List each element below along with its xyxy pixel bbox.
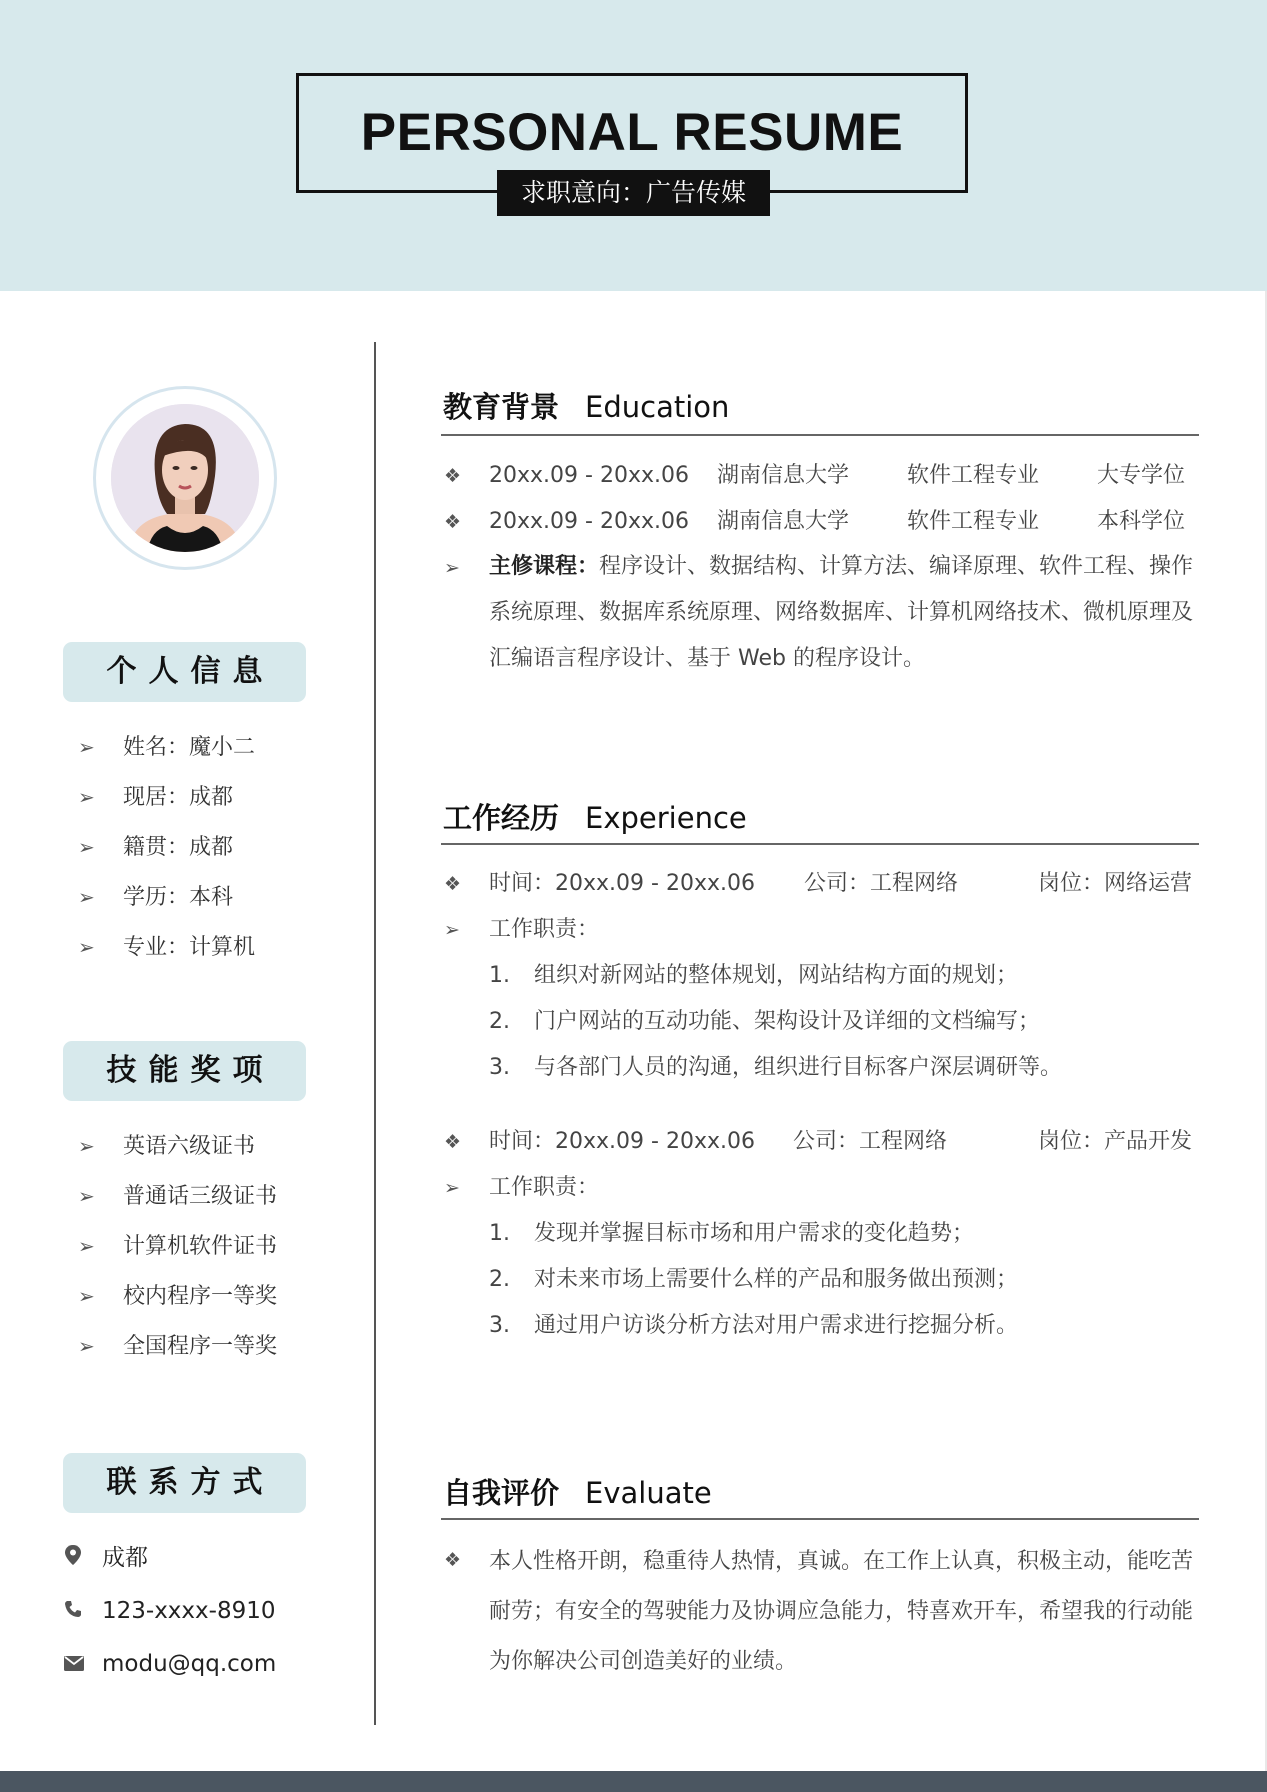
duty-item bbox=[489, 960, 1018, 992]
job-duty-label-row bbox=[444, 1172, 599, 1204]
list-item bbox=[78, 1181, 277, 1211]
resume-title: PERSONAL RESUME bbox=[360, 103, 904, 162]
duty-text: 发现并掌握目标市场和用户需求的变化趋势； bbox=[534, 1221, 975, 1246]
job-summary bbox=[444, 868, 1204, 900]
edu-degree: 本科学位 bbox=[1097, 509, 1186, 534]
duty-item bbox=[489, 1218, 974, 1250]
edu-major: 软件工程专业 bbox=[907, 463, 1040, 488]
duty-number: 3. bbox=[489, 1055, 510, 1080]
duty-label: 工作职责： bbox=[489, 1175, 600, 1200]
list-item bbox=[78, 832, 233, 862]
arrow-icon: ➢ bbox=[78, 1234, 95, 1258]
duty-item bbox=[489, 1052, 1062, 1084]
job-company: 公司：工程网络 bbox=[793, 1129, 948, 1154]
list-item bbox=[78, 932, 255, 962]
location-text: 成都 bbox=[102, 1545, 148, 1571]
job-intent-badge: 求职意向：广告传媒 bbox=[497, 170, 770, 216]
duty-number: 1. bbox=[489, 1221, 510, 1246]
phone-text[interactable]: 123-xxxx-8910 bbox=[102, 1598, 276, 1624]
duty-label: 工作职责： bbox=[489, 917, 600, 942]
avatar-frame bbox=[93, 386, 277, 570]
arrow-icon: ➢ bbox=[78, 1184, 95, 1208]
diamond-bullet-icon: ❖ bbox=[444, 1549, 462, 1571]
avatar bbox=[111, 404, 259, 552]
personal-major: 专业：计算机 bbox=[123, 935, 256, 960]
job-company: 公司：工程网络 bbox=[804, 871, 959, 896]
list-item bbox=[78, 882, 233, 912]
email-text[interactable]: modu@qq.com bbox=[102, 1651, 277, 1677]
diamond-bullet-icon: ❖ bbox=[444, 465, 462, 487]
arrow-icon: ➢ bbox=[78, 885, 95, 909]
personal-info-heading: 个人信息 bbox=[63, 642, 306, 702]
contact-location bbox=[63, 1542, 148, 1574]
job-position: 岗位：网络运营 bbox=[1038, 871, 1193, 896]
courses-paragraph bbox=[489, 544, 1201, 682]
duty-text: 组织对新网站的整体规划，网站结构方面的规划； bbox=[534, 963, 1019, 988]
arrow-icon: ➢ bbox=[444, 1177, 460, 1199]
experience-heading bbox=[443, 797, 747, 839]
section-divider bbox=[441, 434, 1199, 436]
list-item bbox=[78, 1281, 277, 1311]
mail-icon bbox=[63, 1649, 102, 1681]
courses-label: 主修课程： bbox=[489, 554, 600, 579]
duty-number: 3. bbox=[489, 1313, 510, 1338]
duty-text: 对未来市场上需要什么样的产品和服务做出预测； bbox=[534, 1267, 1019, 1292]
education-entry bbox=[444, 460, 1204, 492]
arrow-icon: ➢ bbox=[444, 557, 460, 579]
skill-item: 英语六级证书 bbox=[123, 1134, 256, 1159]
skills-heading: 技能奖项 bbox=[63, 1041, 306, 1101]
evaluate-heading bbox=[443, 1472, 712, 1514]
phone-icon bbox=[63, 1596, 102, 1628]
experience-title-cn: 工作经历 bbox=[443, 801, 560, 835]
education-entry bbox=[444, 506, 1204, 538]
list-item bbox=[78, 782, 233, 812]
edu-degree: 大专学位 bbox=[1097, 463, 1186, 488]
skill-item: 校内程序一等奖 bbox=[123, 1284, 278, 1309]
footer-band bbox=[0, 1771, 1267, 1792]
skill-item: 计算机软件证书 bbox=[123, 1234, 278, 1259]
duty-text: 门户网站的互动功能、架构设计及详细的文档编写； bbox=[534, 1009, 1041, 1034]
list-item bbox=[78, 1331, 277, 1361]
contact-heading: 联系方式 bbox=[63, 1453, 306, 1513]
personal-residence: 现居：成都 bbox=[123, 785, 234, 810]
duty-text: 通过用户访谈分析方法对用户需求进行挖掘分析。 bbox=[534, 1313, 1019, 1338]
education-heading bbox=[443, 386, 729, 428]
contact-phone bbox=[63, 1595, 275, 1627]
section-divider bbox=[441, 843, 1199, 845]
duty-number: 2. bbox=[489, 1267, 510, 1292]
personal-name: 姓名：魔小二 bbox=[123, 735, 256, 760]
edu-school: 湖南信息大学 bbox=[717, 463, 850, 488]
courses-text: 程序设计、数据结构、计算方法、编译原理、软件工程、操作系统原理、数据库系统原理、网络数据库、计算机网络技术、微机原理及汇编语言程序设计、基于 Web 的程序设计。 bbox=[489, 554, 1194, 671]
duty-item bbox=[489, 1264, 1018, 1296]
duty-text: 与各部门人员的沟通，组织进行目标客户深层调研等。 bbox=[534, 1055, 1063, 1080]
arrow-icon: ➢ bbox=[78, 1284, 95, 1308]
evaluate-title-en: Evaluate bbox=[585, 1476, 712, 1510]
duty-item bbox=[489, 1310, 1018, 1342]
list-item bbox=[78, 732, 255, 762]
diamond-bullet-icon: ❖ bbox=[444, 511, 462, 533]
edu-major: 软件工程专业 bbox=[907, 509, 1040, 534]
evaluate-paragraph: 本人性格开朗，稳重待人热情，真诚。在工作上认真，积极主动，能吃苦耐劳；有安全的驾驶能力及协调应急能力，特喜欢开车，希望我的行动能为你解决公司创造美好的业绩。 bbox=[489, 1549, 1194, 1674]
edu-period: 20xx.09 - 20xx.06 bbox=[489, 509, 689, 534]
evaluate-bullet bbox=[444, 1544, 489, 1576]
skill-item: 普通话三级证书 bbox=[123, 1184, 278, 1209]
job-time: 时间：20xx.09 - 20xx.06 bbox=[489, 1129, 755, 1154]
arrow-icon: ➢ bbox=[78, 735, 95, 759]
list-item bbox=[78, 1231, 277, 1261]
education-title-cn: 教育背景 bbox=[443, 390, 560, 424]
courses-bullet bbox=[444, 552, 489, 584]
edu-school: 湖南信息大学 bbox=[717, 509, 850, 534]
contact-email bbox=[63, 1648, 276, 1680]
header-band bbox=[0, 0, 1267, 291]
evaluate-title-cn: 自我评价 bbox=[443, 1476, 560, 1510]
arrow-icon: ➢ bbox=[78, 1134, 95, 1158]
edu-period: 20xx.09 - 20xx.06 bbox=[489, 463, 689, 488]
column-divider bbox=[374, 342, 376, 1725]
arrow-icon: ➢ bbox=[78, 1334, 95, 1358]
personal-hometown: 籍贯：成都 bbox=[123, 835, 234, 860]
avatar-portrait-icon bbox=[111, 404, 259, 552]
diamond-bullet-icon: ❖ bbox=[444, 873, 462, 895]
job-duty-label-row bbox=[444, 914, 599, 946]
arrow-icon: ➢ bbox=[78, 785, 95, 809]
duty-item bbox=[489, 1006, 1040, 1038]
arrow-icon: ➢ bbox=[78, 935, 95, 959]
diamond-bullet-icon: ❖ bbox=[444, 1131, 462, 1153]
arrow-icon: ➢ bbox=[444, 919, 460, 941]
education-title-en: Education bbox=[585, 390, 730, 424]
arrow-icon: ➢ bbox=[78, 835, 95, 859]
location-pin-icon bbox=[63, 1543, 102, 1575]
experience-title-en: Experience bbox=[585, 801, 747, 835]
duty-number: 1. bbox=[489, 963, 510, 988]
list-item bbox=[78, 1131, 255, 1161]
duty-number: 2. bbox=[489, 1009, 510, 1034]
personal-degree: 学历：本科 bbox=[123, 885, 234, 910]
job-time: 时间：20xx.09 - 20xx.06 bbox=[489, 871, 755, 896]
job-summary bbox=[444, 1126, 1204, 1158]
section-divider bbox=[441, 1518, 1199, 1520]
job-position: 岗位：产品开发 bbox=[1038, 1129, 1193, 1154]
skill-item: 全国程序一等奖 bbox=[123, 1334, 278, 1359]
